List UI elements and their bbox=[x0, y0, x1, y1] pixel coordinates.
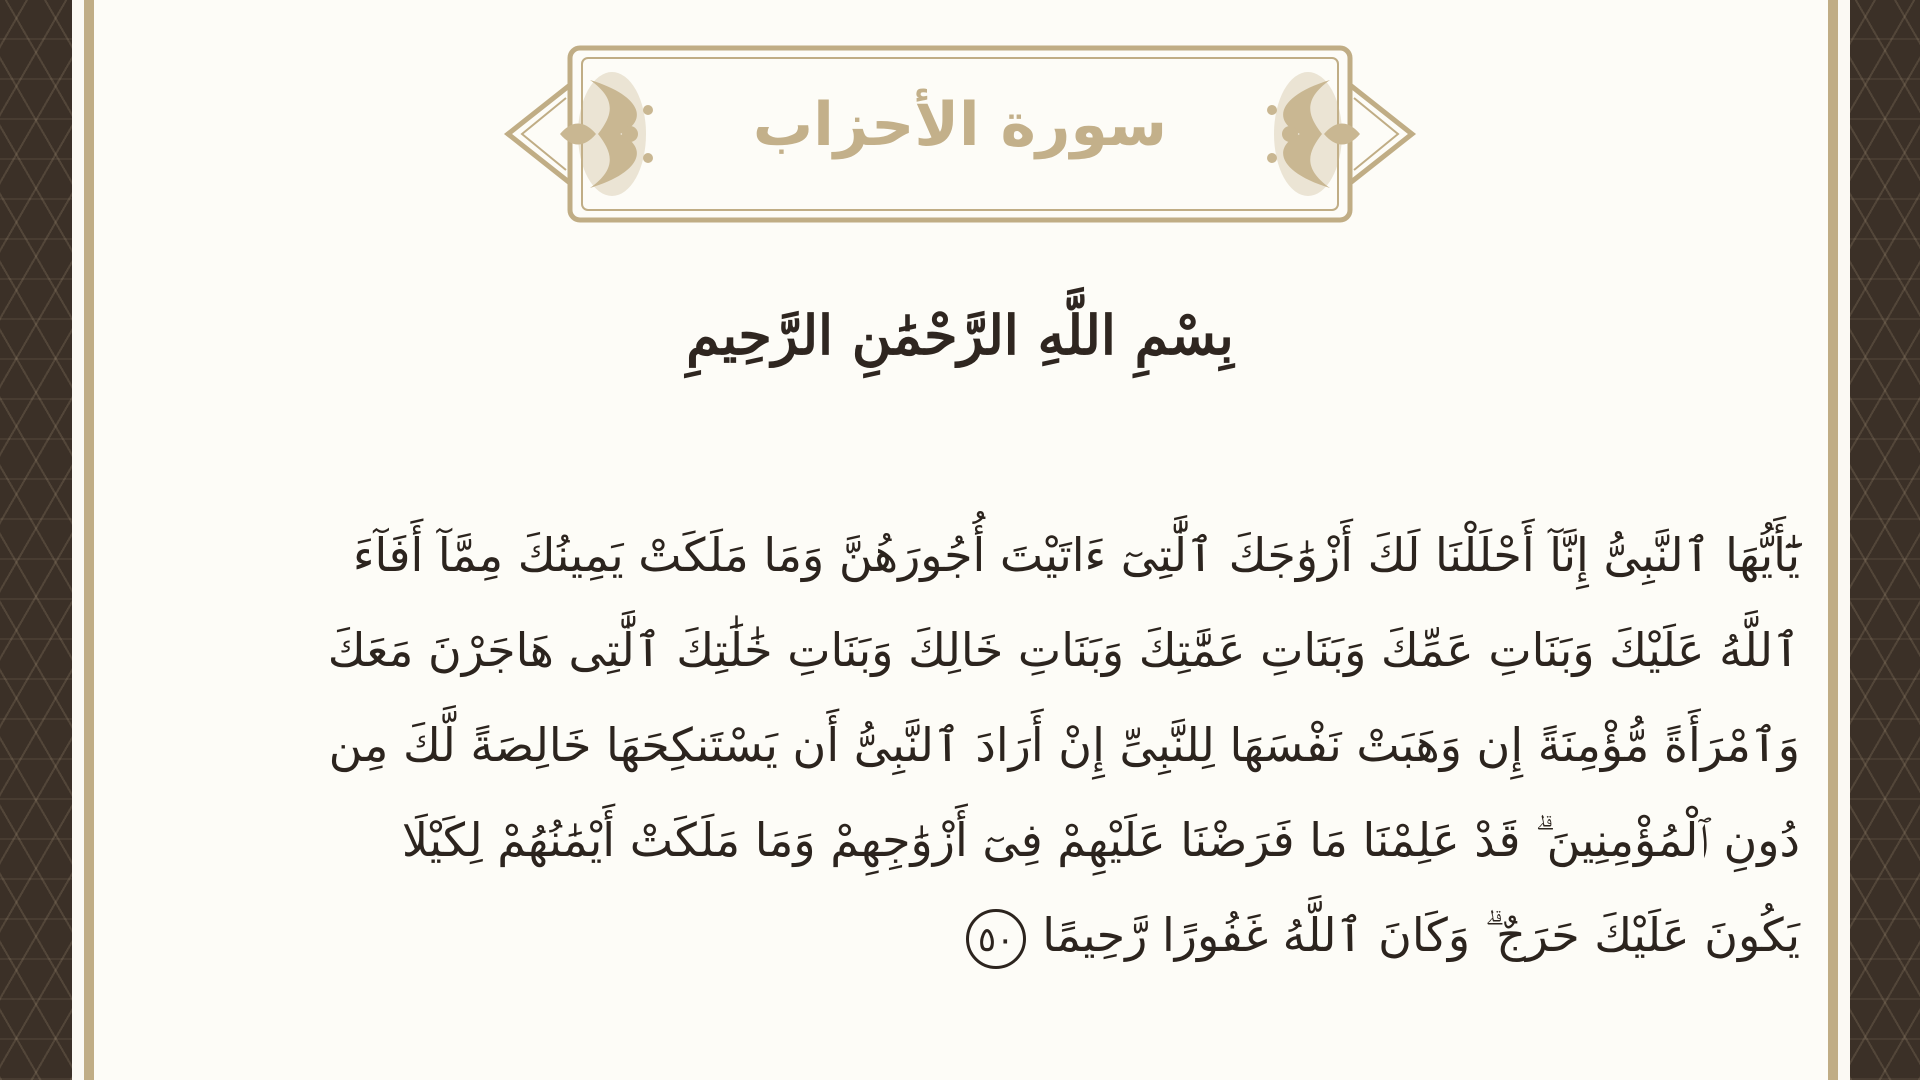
verse-line: دُونِ ٱلْمُؤْمِنِينَ ۗ قَدْ عَلِمْنَا مَا فَرَضْنَا عَلَيْهِمْ فِىٓ أَزْوَٰجِهِمْ وَمَا مَلَكَتْ أَيْمَٰنُهُمْ لِكَيْلَا bbox=[401, 813, 1800, 867]
surah-title: سورة الأحزاب bbox=[752, 90, 1168, 160]
verse-line-text: يَكُونَ عَلَيْكَ حَرَجٌ ۗ وَكَانَ ٱللَّهُ غَفُورًا رَّحِيمًا bbox=[1042, 908, 1800, 962]
right-border-gap bbox=[1838, 0, 1850, 1080]
left-border-gap bbox=[72, 0, 84, 1080]
basmala: بِسْمِ اللَّهِ الرَّحْمَٰنِ الرَّحِيمِ bbox=[686, 303, 1234, 367]
right-gold-rule bbox=[1828, 0, 1838, 1080]
left-gold-rule bbox=[84, 0, 94, 1080]
left-ornamental-border bbox=[0, 0, 72, 1080]
verse-line: وَٱمْرَأَةً مُّؤْمِنَةً إِن وَهَبَتْ نَفْسَهَا لِلنَّبِىِّ إِنْ أَرَادَ ٱلنَّبِىُّ أَن يَسْتَنكِحَهَا خَالِصَةً لَّكَ مِن bbox=[328, 718, 1800, 772]
verse-line-last bbox=[240, 888, 1800, 983]
verse-line: يَٰٓأَيُّهَا ٱلنَّبِىُّ إِنَّآ أَحْلَلْنَا لَكَ أَزْوَٰجَكَ ٱلَّٰتِىٓ ءَاتَيْتَ أُجُورَهُنَّ وَمَا مَلَكَتْ يَمِينُكَ مِمَّآ أَفَآءَ bbox=[352, 528, 1800, 582]
verse-block bbox=[240, 508, 1800, 983]
ayah-number-marker: ٥٠ bbox=[966, 909, 1026, 969]
right-ornamental-border bbox=[1850, 0, 1920, 1080]
verse-line: ٱللَّهُ عَلَيْكَ وَبَنَاتِ عَمِّكَ وَبَنَاتِ عَمَّٰتِكَ وَبَنَاتِ خَالِكَ وَبَنَاتِ خَٰلَٰتِكَ ٱلَّٰتِى هَاجَرْنَ مَعَكَ bbox=[327, 623, 1800, 677]
